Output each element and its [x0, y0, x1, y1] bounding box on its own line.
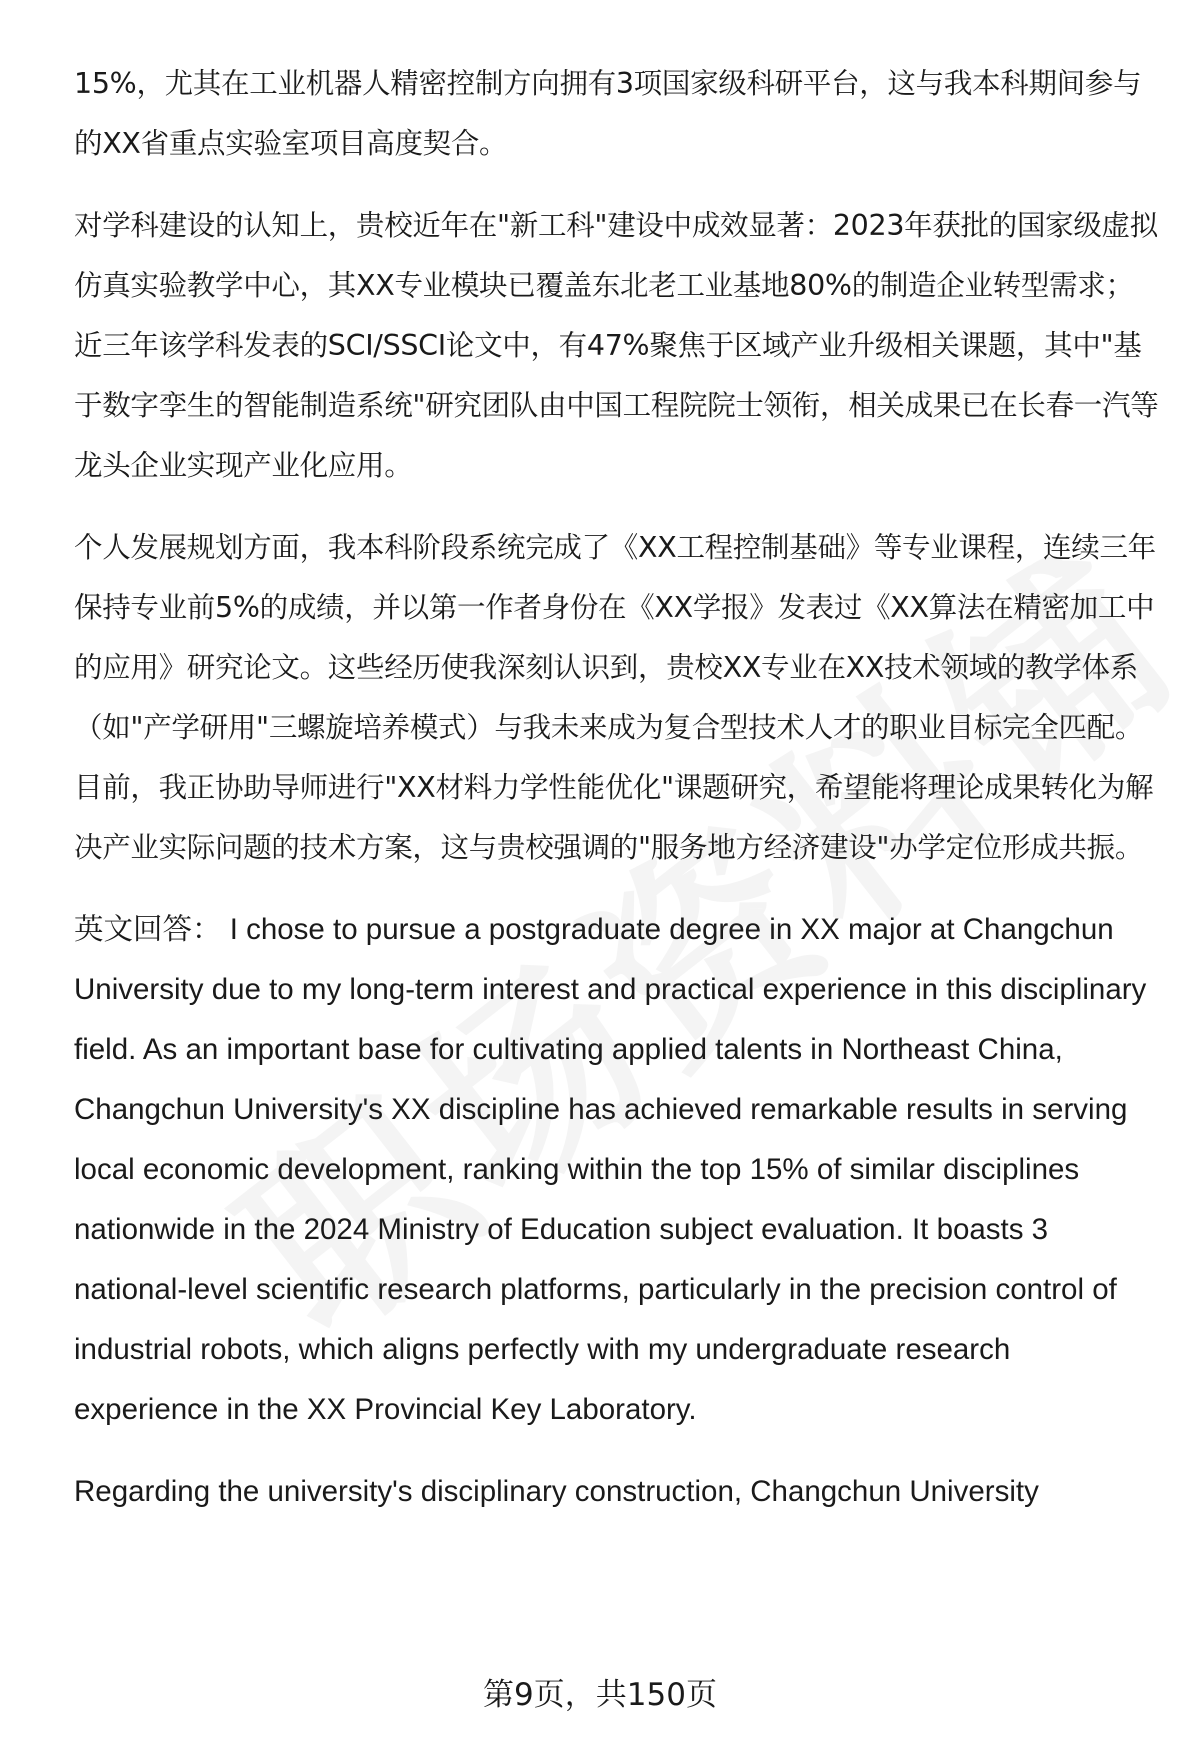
paragraph-english-answer: 英文回答： I chose to pursue a postgraduate degree in XX major at Changchun University due to my long-term interest and practical experience in this disciplinary field. As an important base for cultivating applied talents in Northeast China, Changchun University's XX discipline has achieved remarkable results in serving local economic development, ranking within the top 15% of similar disciplines nationwide in the 2024 Ministry of Education subject evaluation. It boasts 3 national-level scientific research platforms, particularly in the precision control of industrial robots, which aligns perfectly with my undergraduate research experience in the XX Provincial Key Laboratory. [74, 913, 1147, 1426]
paragraph-platforms: 15%，尤其在工业机器人精密控制方向拥有3项国家级科研平台，这与我本科期间参与的XX省重点实验室项目高度契合。 [74, 67, 1142, 160]
paragraph-personal-plan: 个人发展规划方面，我本科阶段系统完成了《XX工程控制基础》等专业课程，连续三年保持专业前5%的成绩，并以第一作者身份在《XX学报》发表过《XX算法在精密加工中的应用》研究论文。这些经历使我深刻认识到，贵校XX专业在XX技术领域的教学体系（如"产学研用"三螺旋培养模式）与我未来成为复合型技术人才的职业目标完全匹配。目前，我正协助导师进行"XX材料力学性能优化"课题研究，希望能将理论成果转化为解决产业实际问题的技术方案，这与贵校强调的"服务地方经济建设"办学定位形成共振。 [74, 531, 1156, 864]
paragraph-discipline-construction: 对学科建设的认知上，贵校近年在"新工科"建设中成效显著：2023年获批的国家级虚拟仿真实验教学中心，其XX专业模块已覆盖东北老工业基地80%的制造企业转型需求；近三年该学科发表的SCI/SSCI论文中，有47%聚焦于区域产业升级相关课题，其中"基于数字孪生的智能制造系统"研究团队由中国工程院院士领衔，相关成果已在长春一汽等龙头企业实现产业化应用。 [74, 209, 1159, 482]
page-number-footer: 第9页，共150页 [483, 1677, 717, 1713]
paragraph-english-continued: Regarding the university's disciplinary construction, Changchun University [74, 1475, 1039, 1508]
document-body [74, 54, 1159, 1544]
